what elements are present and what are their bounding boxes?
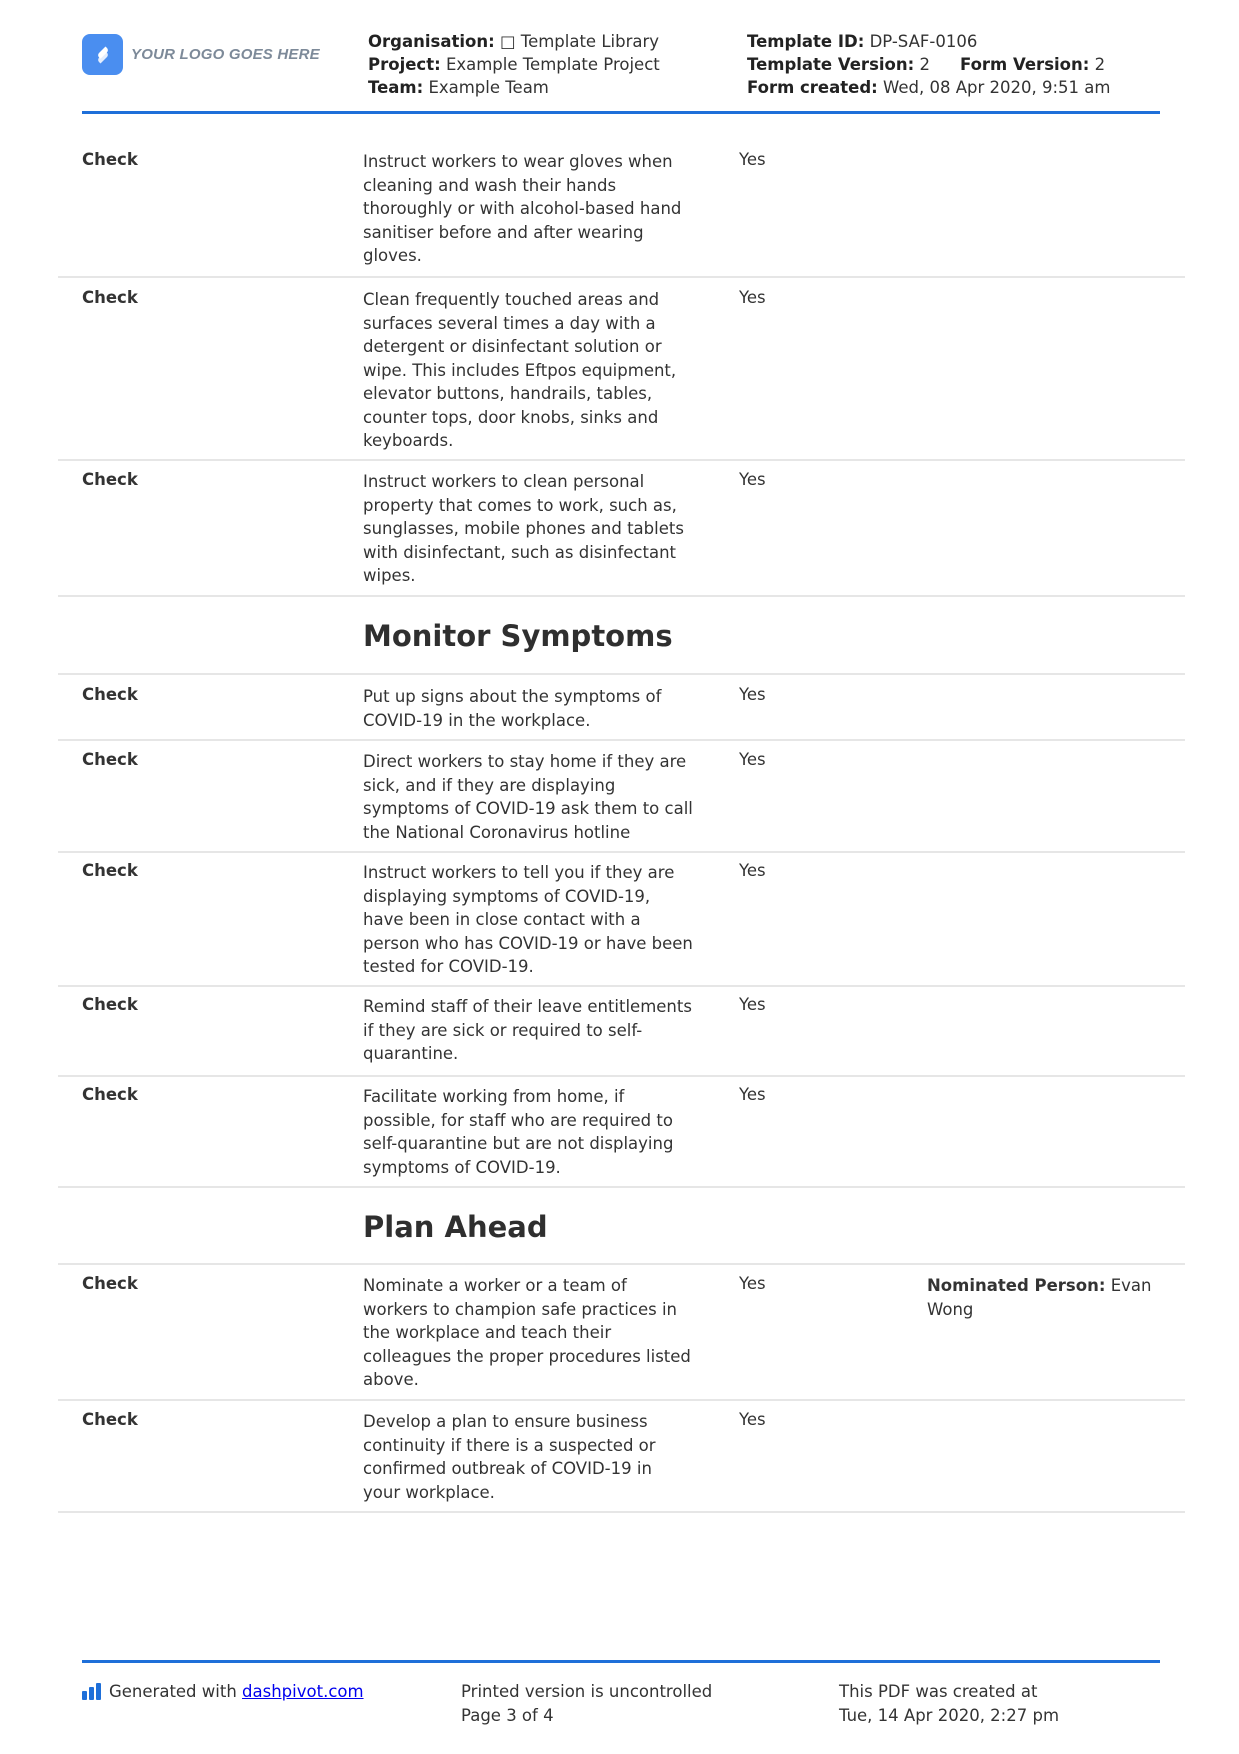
print-info [461, 1680, 712, 1728]
row-value: Yes [739, 995, 766, 1014]
dashpivot-logo-icon [82, 1684, 101, 1700]
page-number: Page 3 of 4 [461, 1706, 554, 1725]
dashpivot-link[interactable]: dashpivot.com [242, 1682, 364, 1701]
organisation-line: Organisation: □ Template Library [368, 32, 660, 51]
row-value: Yes [739, 470, 766, 489]
table-row [58, 861, 1185, 987]
row-text: Clean frequently touched areas and surfaces several times a day with a detergent or disinfectant solution or wipe. This includes Eftpos equipment, elevator buttons, handrails, tables, counter tops, door knobs, sinks and keyboards. [363, 290, 677, 450]
logo-text: YOUR LOGO GOES HERE [131, 46, 320, 63]
nominated-person: Nominated Person: Evan Wong [927, 1276, 1152, 1319]
row-value: Yes [739, 150, 766, 169]
row-text: Facilitate working from home, if possible, for staff who are required to self-quarantine but are not displaying symptoms of COVID-19. [363, 1087, 674, 1177]
section-title: Plan Ahead [363, 1210, 548, 1244]
table-row [58, 1410, 1185, 1513]
form-created-line: Form created: Wed, 08 Apr 2020, 9:51 am [747, 78, 1111, 97]
table-row [58, 150, 1185, 278]
logo [82, 34, 320, 75]
row-text: Instruct workers to clean personal property that comes to work, such as, sunglasses, mobile phones and tablets with disinfectant, such as disinfectant wipes. [363, 472, 684, 585]
form-version-value: 2 [1094, 55, 1106, 74]
uncontrolled-note: Printed version is uncontrolled [461, 1682, 713, 1701]
table-row [58, 1085, 1185, 1188]
row-value: Yes [739, 861, 766, 880]
team-value: Example Team [428, 78, 549, 97]
table-row [58, 995, 1185, 1077]
template-version-value: 2 [919, 55, 930, 74]
team-line: Team: Example Team [368, 78, 549, 97]
created-label: This PDF was created at [839, 1682, 1038, 1701]
row-text: Develop a plan to ensure business continuity if there is a suspected or confirmed outbreak of COVID-19 in your workplace. [363, 1412, 656, 1502]
project-line: Project: Example Template Project [368, 55, 660, 74]
created-timestamp: Tue, 14 Apr 2020, 2:27 pm [839, 1706, 1060, 1725]
row-label: Check [82, 750, 138, 769]
table-row [58, 685, 1185, 741]
row-value: Yes [739, 685, 766, 704]
row-value: Yes [739, 1274, 766, 1293]
section-header-monitor-symptoms [58, 597, 1185, 675]
generated-with: Generated with dashpivot.com [82, 1680, 364, 1704]
template-id-line: Template ID: DP-SAF-0106 [747, 32, 978, 51]
row-label: Check [82, 861, 138, 880]
table-row [58, 750, 1185, 853]
project-value: Example Template Project [445, 55, 660, 74]
row-label: Check [82, 1410, 138, 1429]
logo-icon [82, 34, 123, 75]
table-row [58, 288, 1185, 461]
row-text: Nominate a worker or a team of workers to champion safe practices in the workplace and teach their colleagues the proper procedures listed above. [363, 1276, 691, 1389]
row-label: Check [82, 685, 138, 704]
organisation-value: □ Template Library [499, 32, 660, 51]
page-header [82, 30, 1160, 114]
row-label: Check [82, 995, 138, 1014]
row-value: Yes [739, 1085, 766, 1104]
row-text: Put up signs about the symptoms of COVID-19 in the workplace. [363, 687, 662, 730]
row-text: Instruct workers to tell you if they are displaying symptoms of COVID-19, have been in close contact with a person who has COVID-19 or have been tested for COVID-19. [363, 863, 693, 976]
form-created-value: Wed, 08 Apr 2020, 9:51 am [883, 78, 1111, 97]
table-row [58, 470, 1185, 597]
row-label: Check [82, 470, 138, 489]
header-meta-left [368, 30, 660, 99]
template-id-value: DP-SAF-0106 [869, 32, 978, 51]
section-header-plan-ahead [58, 1188, 1185, 1265]
row-value: Yes [739, 750, 766, 769]
header-meta-right [747, 30, 1110, 99]
row-label: Check [82, 1274, 138, 1293]
row-label: Check [82, 1085, 138, 1104]
version-line: Template Version: 2 Form Version: 2 [747, 55, 1106, 74]
section-title: Monitor Symptoms [363, 619, 673, 653]
row-label: Check [82, 150, 138, 169]
row-text: Remind staff of their leave entitlements if they are sick or required to self-quarantine. [363, 997, 692, 1063]
page-footer [82, 1660, 1160, 1730]
table-row [58, 1274, 1185, 1401]
row-value: Yes [739, 1410, 766, 1429]
row-value: Yes [739, 288, 766, 307]
row-text: Direct workers to stay home if they are sick, and if they are displaying symptoms of COVID-19 ask them to call the National Coronavirus hotline [363, 752, 693, 842]
row-label: Check [82, 288, 138, 307]
created-info [839, 1680, 1059, 1728]
nominated-person-value: Evan Wong [927, 1276, 1152, 1319]
row-text: Instruct workers to wear gloves when cleaning and wash their hands thoroughly or with alcohol-based hand sanitiser before and after wearing gloves. [363, 152, 682, 265]
